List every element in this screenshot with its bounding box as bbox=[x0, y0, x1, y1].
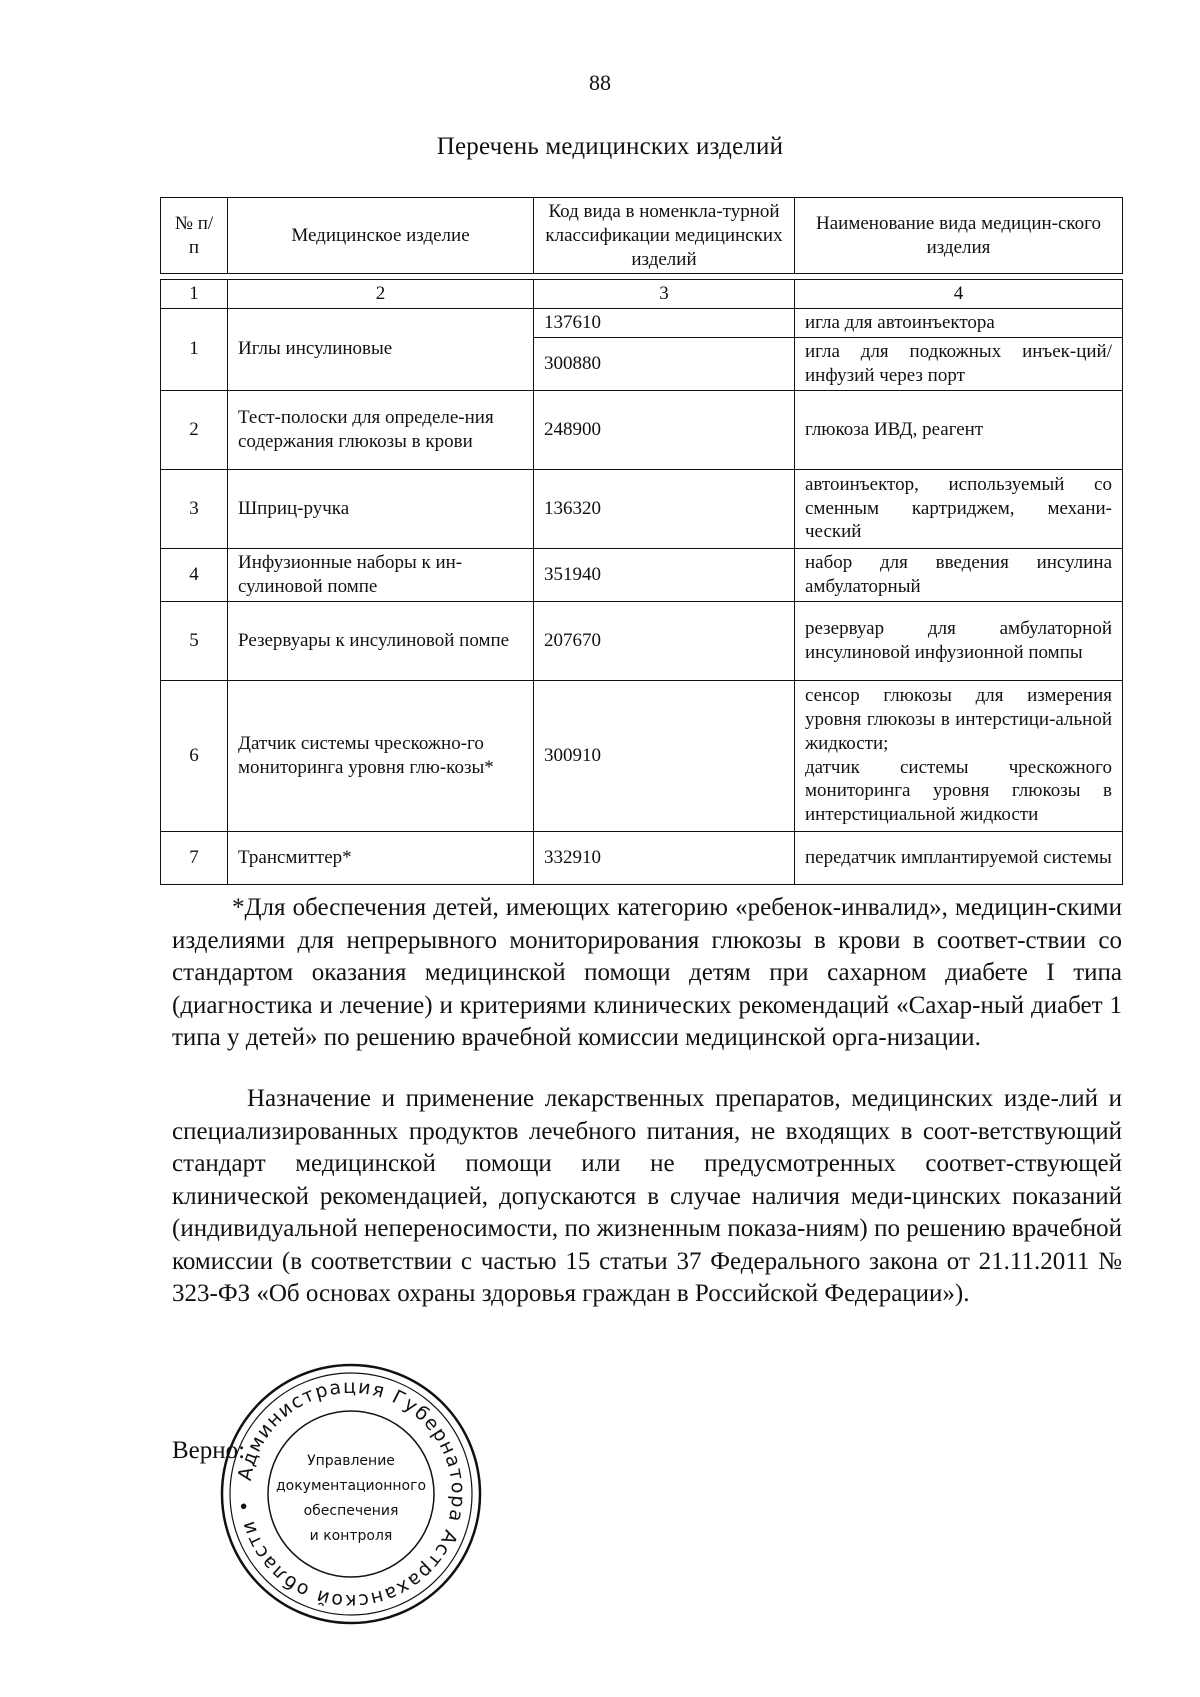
seal-line-2: документационного bbox=[275, 1478, 427, 1494]
row-number: 4 bbox=[161, 548, 228, 601]
header-number: № п/п bbox=[161, 198, 228, 274]
device-name: Иглы инсулиновые bbox=[228, 309, 534, 391]
device-code: 207670 bbox=[534, 601, 795, 680]
device-type-name-extra: датчик системы чрескожного мониторинга уровня глюкозы в интерстициальной жидкости bbox=[805, 756, 1112, 825]
row-number: 3 bbox=[161, 469, 228, 548]
verno-label: Верно: bbox=[172, 1437, 246, 1464]
device-code: 332910 bbox=[534, 831, 795, 884]
table-row bbox=[161, 390, 1123, 469]
device-type-name-cell bbox=[795, 680, 1123, 831]
column-number-row bbox=[161, 280, 1123, 309]
device-name: Тест-полоски для определе-ния содержания глюкозы в крови bbox=[228, 390, 534, 469]
device-type-name: игла для автоинъектора bbox=[795, 309, 1123, 338]
column-number: 3 bbox=[534, 280, 795, 309]
device-code: 137610 bbox=[534, 309, 795, 338]
column-number: 1 bbox=[161, 280, 228, 309]
device-code: 300880 bbox=[534, 338, 795, 391]
device-type-name: автоинъектор, используемый со сменным картриджем, механи-ческий bbox=[795, 469, 1123, 548]
device-type-name: набор для введения инсулина амбулаторный bbox=[795, 548, 1123, 601]
medical-devices-table bbox=[160, 197, 1123, 885]
table-row bbox=[161, 469, 1123, 548]
device-name: Трансмиттер* bbox=[228, 831, 534, 884]
column-number: 2 bbox=[228, 280, 534, 309]
table-row bbox=[161, 601, 1123, 680]
header-code: Код вида в номенкла-турной классификации медицинских изделий bbox=[534, 198, 795, 274]
device-name: Шприц-ручка bbox=[228, 469, 534, 548]
device-code: 136320 bbox=[534, 469, 795, 548]
table-row bbox=[161, 548, 1123, 601]
header-device: Медицинское изделие bbox=[228, 198, 534, 274]
seal-line-1: Управление bbox=[307, 1453, 395, 1469]
device-type-name: сенсор глюкозы для измерения уровня глюкозы в интерстици-альной жидкости; bbox=[805, 685, 1112, 754]
row-number: 1 bbox=[161, 309, 228, 391]
document-title: Перечень медицинских изделий bbox=[436, 133, 784, 160]
table-row bbox=[161, 831, 1123, 884]
column-number: 4 bbox=[795, 280, 1123, 309]
page-number: 88 bbox=[589, 70, 611, 95]
table-header-row bbox=[161, 198, 1123, 274]
device-type-name: глюкоза ИВД, реагент bbox=[795, 390, 1123, 469]
device-type-name: резервуар для амбулаторной инсулиновой инфузионной помпы bbox=[795, 601, 1123, 680]
table-row bbox=[161, 680, 1123, 831]
device-name: Инфузионные наборы к ин-сулиновой помпе bbox=[228, 548, 534, 601]
footnote: *Для обеспечения детей, имеющих категорию «ребенок-инвалид», медицин-скими изделиями для непрерывного мониторирования глюкозы в крови в соответ-ствии со стандартом оказания медицинской помощи детям при сахарном диабете I типа (диагностика и лечение) и критериями клинических рекомендаций «Сахар-ный диабет 1 типа у детей» по решению врачебной комиссии медицинской орга-низации. bbox=[172, 894, 1122, 1051]
header-name: Наименование вида медицин-ского изделия bbox=[795, 198, 1123, 274]
device-name: Датчик системы чрескожно-го мониторинга уровня глю-козы* bbox=[228, 680, 534, 831]
row-number: 6 bbox=[161, 680, 228, 831]
seal-line-4: и контроля bbox=[309, 1528, 393, 1544]
device-code: 351940 bbox=[534, 548, 795, 601]
official-seal bbox=[219, 1362, 483, 1626]
seal-line-3: обеспечения bbox=[303, 1503, 399, 1519]
table-row bbox=[161, 309, 1123, 338]
device-code: 300910 bbox=[534, 680, 795, 831]
row-number: 2 bbox=[161, 390, 228, 469]
seal-ring-text: Администрация Губернатора Астраханской области • bbox=[232, 1375, 470, 1613]
device-name: Резервуары к инсулиновой помпе bbox=[228, 601, 534, 680]
row-number: 5 bbox=[161, 601, 228, 680]
device-code: 248900 bbox=[534, 390, 795, 469]
body-paragraph: Назначение и применение лекарственных препаратов, медицинских изде-лий и специализированных продуктов лечебного питания, не входящих в соот-ветствующий стандарт медицинской помощи или не предусмотренных соответ-ствующей клинической рекомендацией, допускаются в случае наличия меди-цинских показаний (индивидуальной непереносимости, по жизненным показа-ниям) по решению врачебной комиссии (в соответствии с частью 15 статьи 37 Федерального закона от 21.11.2011 № 323-ФЗ «Об основах охраны здоровья граждан в Российской Федерации»). bbox=[172, 1085, 1122, 1307]
device-type-name: передатчик имплантируемой системы bbox=[795, 831, 1123, 884]
row-number: 7 bbox=[161, 831, 228, 884]
device-type-name: игла для подкожных инъек-ций/инфузий через порт bbox=[795, 338, 1123, 391]
